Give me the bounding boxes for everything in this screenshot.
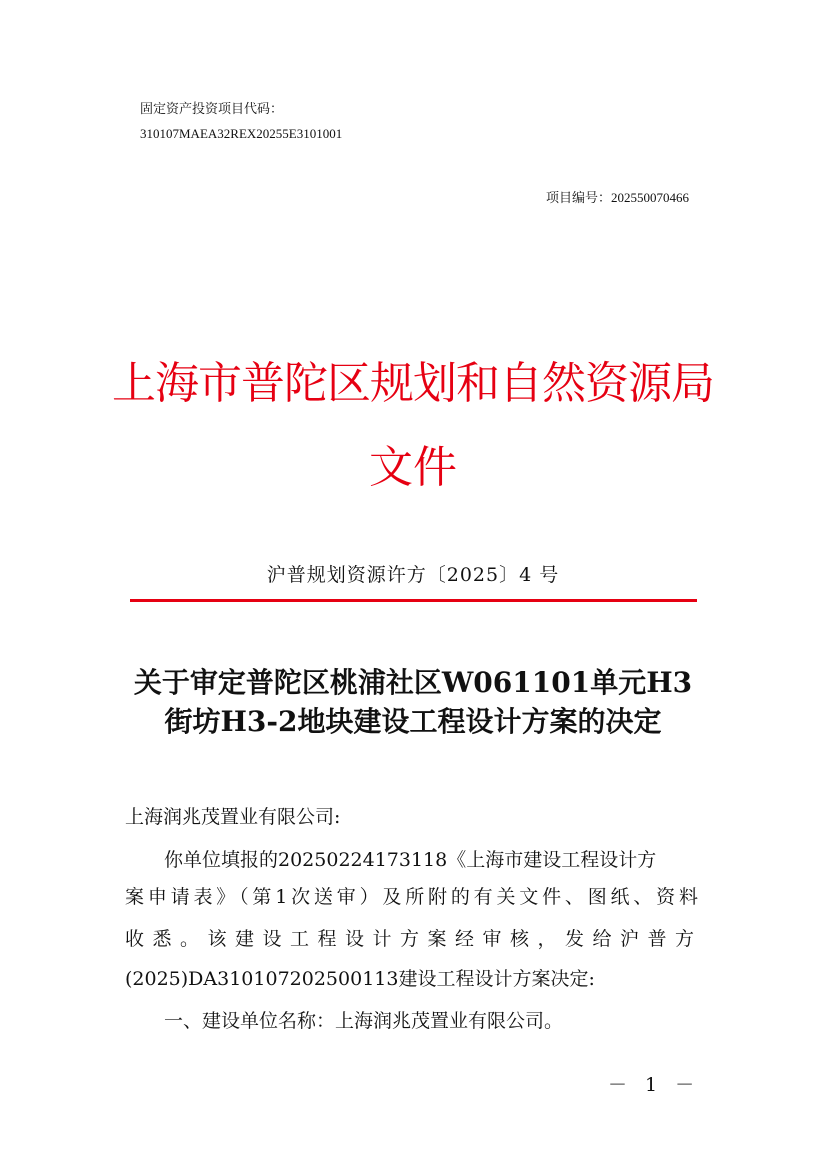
document-number: 沪普规划资源许方〔2025〕4 号 (266, 564, 560, 586)
document-title-line-2: 街坊H3-2地块建设工程设计方案的决定 (164, 705, 662, 738)
project-number-value: 202550070466 (611, 190, 689, 205)
document-type: 文件 (369, 442, 457, 493)
asset-code-value: 310107MAEA32REX20255E3101001 (140, 126, 343, 141)
paragraph-line: 案申请表》（第1次送审）及所附的有关文件、图纸、资料 (125, 886, 698, 908)
document-title-line-1: 关于审定普陀区桃浦社区W061101单元H3 (133, 666, 693, 699)
red-divider-rule (130, 599, 697, 602)
paragraph-line: 收悉。该建设工程设计方案经审核，发给沪普方 (125, 928, 698, 950)
asset-code-label: 固定资产投资项目代码： (140, 102, 284, 117)
addressee: 上海润兆茂置业有限公司: (125, 806, 341, 828)
list-item-1: 一、建设单位名称：上海润兆茂置业有限公司。 (164, 1010, 564, 1032)
paragraph-line: 你单位填报的20250224173118《上海市建设工程设计方 (164, 849, 657, 871)
issuing-organization: 上海市普陀区规划和自然资源局 (112, 358, 714, 409)
paragraph-line: (2025)DA310107202500113建设工程设计方案决定: (125, 968, 595, 990)
page-number: － 1 － (608, 1074, 701, 1096)
project-number (546, 189, 689, 208)
project-number-label: 项目编号： (545, 191, 611, 206)
